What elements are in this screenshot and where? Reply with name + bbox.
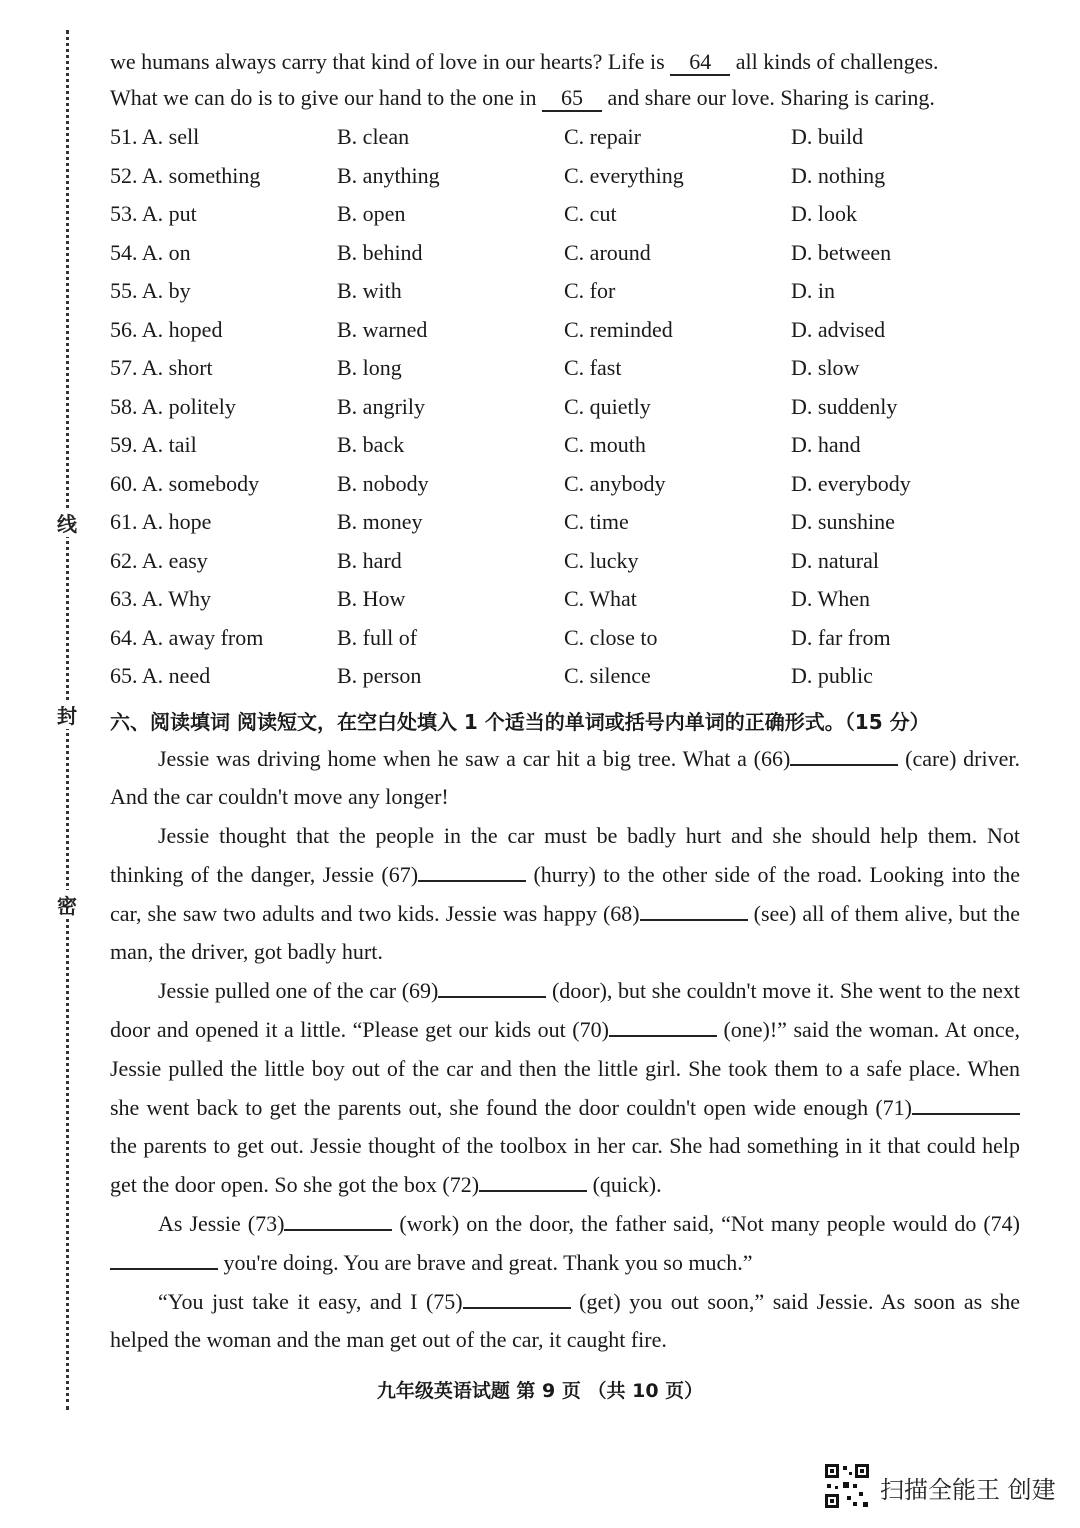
intro-text: What we can do is to give our hand to the one in bbox=[110, 85, 537, 110]
option-choice: 63. A. Why bbox=[110, 586, 212, 612]
option-choice: B. clean bbox=[337, 124, 410, 150]
option-choice: D. between bbox=[791, 239, 892, 265]
option-choice: D. natural bbox=[791, 547, 879, 573]
blank-71[interactable] bbox=[912, 1095, 1020, 1115]
option-choice: C. What bbox=[564, 586, 637, 612]
option-choice: B. long bbox=[337, 355, 402, 381]
option-choice: B. full of bbox=[337, 624, 418, 650]
blank-64: 64 bbox=[670, 50, 730, 76]
option-row bbox=[110, 234, 1020, 273]
option-choice: 58. A. politely bbox=[110, 393, 236, 419]
blank-66[interactable] bbox=[790, 746, 898, 766]
option-choice: 57. A. short bbox=[110, 355, 213, 381]
option-row bbox=[110, 388, 1020, 427]
intro-line-2 bbox=[110, 80, 1020, 116]
page-footer: 九年级英语试题 第 9 页 （共 10 页） bbox=[376, 1380, 704, 1402]
option-choice: B. person bbox=[337, 663, 422, 689]
option-choice: C. everything bbox=[564, 162, 684, 188]
passage-text: (quick). bbox=[587, 1172, 662, 1198]
option-choice: B. back bbox=[337, 432, 405, 458]
option-row bbox=[110, 619, 1020, 658]
passage-paragraph-5 bbox=[110, 1283, 1020, 1361]
binding-label-feng: 封 bbox=[52, 700, 82, 729]
binding-label-xian: 线 bbox=[52, 508, 82, 537]
option-choice: C. around bbox=[564, 239, 651, 265]
passage-text: Jessie pulled one of the car (69) bbox=[158, 978, 439, 1004]
option-choice: B. behind bbox=[337, 239, 423, 265]
option-choice: D. When bbox=[791, 586, 871, 612]
option-choice: 55. A. by bbox=[110, 278, 191, 304]
option-choice: 53. A. put bbox=[110, 201, 197, 227]
option-choice: 64. A. away from bbox=[110, 624, 264, 650]
option-choice: 56. A. hoped bbox=[110, 316, 223, 342]
option-choice: C. mouth bbox=[564, 432, 646, 458]
option-choice: D. suddenly bbox=[791, 393, 898, 419]
option-row bbox=[110, 503, 1020, 542]
option-choice: 62. A. easy bbox=[110, 547, 208, 573]
passage-paragraph-4 bbox=[110, 1205, 1020, 1283]
answer-options-list bbox=[110, 118, 1020, 696]
binding-label-mi: 密 bbox=[52, 890, 82, 919]
option-choice: B. with bbox=[337, 278, 402, 304]
passage-text: you're doing. You are brave and great. Thank you so much.” bbox=[218, 1249, 753, 1275]
option-choice: C. lucky bbox=[564, 547, 639, 573]
option-choice: C. repair bbox=[564, 124, 641, 150]
passage-paragraph-2 bbox=[110, 817, 1020, 972]
passage-text: “You just take it easy, and I (75) bbox=[158, 1288, 463, 1314]
option-row bbox=[110, 195, 1020, 234]
option-choice: D. everybody bbox=[791, 470, 911, 496]
option-choice: B. warned bbox=[337, 316, 428, 342]
option-choice: D. look bbox=[791, 201, 857, 227]
option-choice: C. silence bbox=[564, 663, 651, 689]
option-row bbox=[110, 542, 1020, 581]
option-choice: 54. A. on bbox=[110, 239, 191, 265]
option-choice: B. anything bbox=[337, 162, 440, 188]
blank-74[interactable] bbox=[110, 1250, 218, 1270]
blank-67[interactable] bbox=[418, 862, 526, 882]
blank-70[interactable] bbox=[609, 1017, 717, 1037]
option-choice: C. anybody bbox=[564, 470, 666, 496]
passage-text: (see) all of them alive, but the man, the driver, got badly hurt. bbox=[110, 900, 1020, 965]
option-row bbox=[110, 272, 1020, 311]
intro-text: we humans always carry that kind of love in our hearts? Life is bbox=[110, 49, 665, 74]
option-choice: D. advised bbox=[791, 316, 886, 342]
option-row bbox=[110, 580, 1020, 619]
option-choice: D. slow bbox=[791, 355, 860, 381]
option-choice: 61. A. hope bbox=[110, 509, 212, 535]
intro-text: and share our love. Sharing is caring. bbox=[607, 85, 935, 110]
option-choice: B. money bbox=[337, 509, 423, 535]
option-choice: C. close to bbox=[564, 624, 658, 650]
option-choice: C. for bbox=[564, 278, 616, 304]
option-choice: D. build bbox=[791, 124, 864, 150]
section-6-title: 六、阅读填词 阅读短文，在空白处填入 1 个适当的单词或括号内单词的正确形式。（15 分） bbox=[110, 709, 930, 734]
option-choice: D. in bbox=[791, 278, 835, 304]
option-choice: B. nobody bbox=[337, 470, 429, 496]
option-choice: C. quietly bbox=[564, 393, 651, 419]
option-row bbox=[110, 657, 1020, 696]
option-choice: D. far from bbox=[791, 624, 891, 650]
option-choice: C. cut bbox=[564, 201, 617, 227]
blank-65: 65 bbox=[542, 86, 602, 112]
qr-code-icon bbox=[823, 1462, 871, 1510]
option-row bbox=[110, 349, 1020, 388]
blank-68[interactable] bbox=[640, 901, 748, 921]
passage-text: (door), but she couldn't move it. She went to the next door and opened it a little. “Please get our kids out (70) bbox=[110, 978, 1020, 1043]
option-choice: 52. A. something bbox=[110, 162, 261, 188]
option-choice: B. angrily bbox=[337, 393, 425, 419]
option-choice: 51. A. sell bbox=[110, 124, 200, 150]
option-choice: C. time bbox=[564, 509, 629, 535]
option-choice: 59. A. tail bbox=[110, 432, 197, 458]
blank-73[interactable] bbox=[284, 1211, 392, 1231]
option-choice: B. How bbox=[337, 586, 406, 612]
option-row bbox=[110, 465, 1020, 504]
blank-72[interactable] bbox=[479, 1172, 587, 1192]
option-row bbox=[110, 118, 1020, 157]
exam-page-content bbox=[110, 44, 1020, 1360]
scanner-watermark: 扫描全能王 创建 bbox=[880, 1476, 1056, 1504]
passage-paragraph-3 bbox=[110, 972, 1020, 1205]
option-choice: D. nothing bbox=[791, 162, 886, 188]
passage-text: As Jessie (73) bbox=[158, 1211, 285, 1237]
passage-text: (one)!” said the woman. At once, Jessie pulled the little boy out of the car and then the little girl. She took them to a safe place. When she went back to get the parents out, she found the door couldn't open wide enough (71) bbox=[110, 1017, 1021, 1120]
option-choice: C. fast bbox=[564, 355, 622, 381]
passage-text: Jessie was driving home when he saw a car hit a big tree. What a (66) bbox=[158, 745, 791, 771]
option-choice: D. hand bbox=[791, 432, 861, 458]
option-choice: B. open bbox=[337, 201, 406, 227]
passage-text: Jessie thought that the people in the car must be badly hurt and she should help them. Not thinking of the danger, Jessie (67) bbox=[110, 823, 1020, 887]
passage-text: (care) driver. And the car couldn't move any longer! bbox=[110, 745, 1020, 810]
passage-text: (get) you out soon,” said Jessie. As soon as she helped the woman and the man get out of the car, it caught fire. bbox=[110, 1288, 1020, 1353]
blank-69[interactable] bbox=[438, 978, 546, 998]
option-row bbox=[110, 311, 1020, 350]
passage-text: the parents to get out. Jessie thought of the toolbox in her car. She had something in it that could help get the door open. So she got the box (72) bbox=[110, 1133, 1020, 1198]
option-choice: D. public bbox=[791, 663, 873, 689]
option-choice: B. hard bbox=[337, 547, 402, 573]
option-choice: C. reminded bbox=[564, 316, 673, 342]
passage-paragraph-1 bbox=[110, 740, 1020, 818]
option-row bbox=[110, 157, 1020, 196]
blank-75[interactable] bbox=[463, 1289, 571, 1309]
passage-text: (work) on the door, the father said, “Not many people would do (74) bbox=[392, 1211, 1020, 1237]
passage-text: (hurry) to the other side of the road. Looking into the car, she saw two adults and two kids. Jessie was happy (68) bbox=[110, 861, 1020, 926]
option-choice: D. sunshine bbox=[791, 509, 895, 535]
intro-text: all kinds of challenges. bbox=[735, 49, 939, 74]
option-row bbox=[110, 426, 1020, 465]
intro-line-1 bbox=[110, 44, 1020, 80]
option-choice: 60. A. somebody bbox=[110, 470, 260, 496]
option-choice: 65. A. need bbox=[110, 663, 211, 689]
